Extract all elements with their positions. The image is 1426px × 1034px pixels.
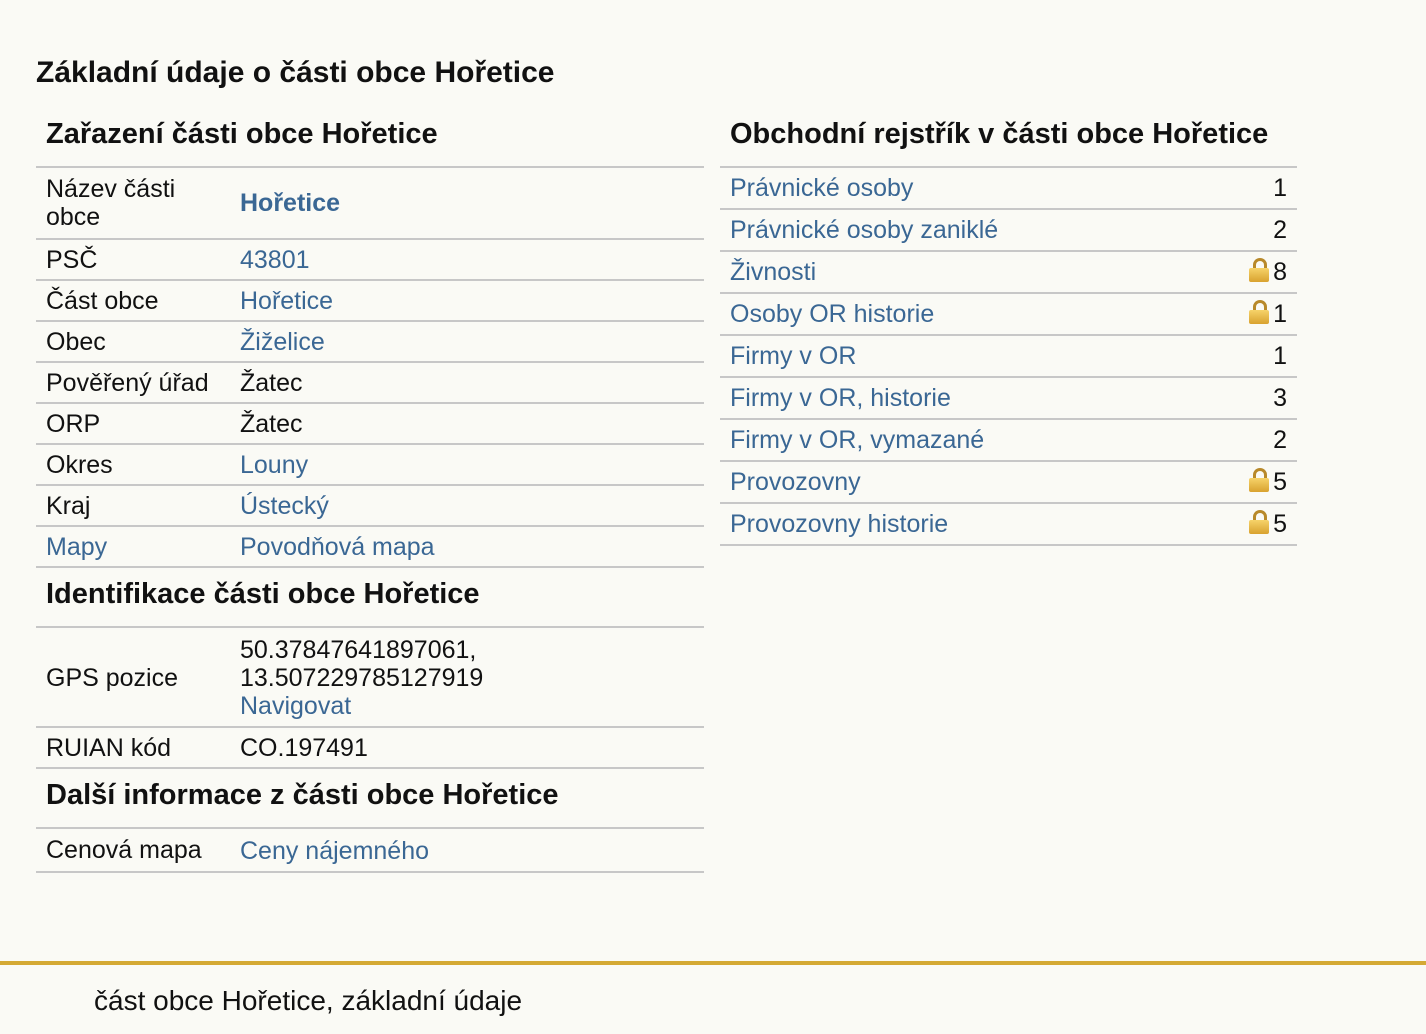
row-value <box>230 321 704 362</box>
or-item-link[interactable]: Právnické osoby zaniklé <box>730 216 999 244</box>
table-row <box>720 503 1297 545</box>
row-value <box>230 168 704 239</box>
ceny-najemneho-link[interactable]: Ceny nájemného <box>240 836 430 865</box>
table-row <box>36 526 704 567</box>
or-item-link[interactable]: Firmy v OR, vymazané <box>730 426 985 454</box>
row-count <box>1167 377 1297 419</box>
row-count <box>1167 503 1297 545</box>
row-label <box>720 293 1167 335</box>
table-row <box>36 829 704 872</box>
or-item-link[interactable]: Firmy v OR, historie <box>730 384 951 412</box>
lock-icon <box>1249 510 1269 534</box>
psc-link[interactable]: 43801 <box>240 246 310 274</box>
row-label: Část obce <box>36 280 230 321</box>
row-value <box>230 239 704 280</box>
table-row <box>36 168 704 239</box>
or-item-link[interactable]: Živnosti <box>730 258 817 286</box>
count-value: 5 <box>1273 468 1287 496</box>
gps-label: GPS pozice <box>36 628 230 727</box>
or-item-link[interactable]: Firmy v OR <box>730 342 857 370</box>
obchodni-heading: Obchodní rejstřík v části obce Hořetice <box>720 112 1297 168</box>
footer-caption: část obce Hořetice, základní údaje <box>94 985 523 1016</box>
zarazeni-heading: Zařazení části obce Hořetice <box>36 112 704 168</box>
left-column <box>36 112 704 873</box>
table-row <box>720 293 1297 335</box>
cenova-mapa-label: Cenová mapa <box>36 829 230 872</box>
table-row <box>720 168 1297 209</box>
row-label: Kraj <box>36 485 230 526</box>
row-label <box>720 168 1167 209</box>
count-value: 1 <box>1273 342 1287 370</box>
kraj-link[interactable]: Ústecký <box>240 492 329 520</box>
ruian-value: CO.197491 <box>230 727 704 768</box>
row-value <box>230 444 704 485</box>
row-value <box>230 526 704 567</box>
row-label: Pověřený úřad <box>36 362 230 403</box>
table-row <box>720 419 1297 461</box>
lock-icon <box>1249 300 1269 324</box>
table-row <box>720 335 1297 377</box>
povodnova-mapa-link[interactable]: Povodňová mapa <box>240 533 435 561</box>
identifikace-section <box>36 568 704 769</box>
lock-icon <box>1249 468 1269 492</box>
row-count <box>1167 209 1297 251</box>
or-item-link[interactable]: Provozovny <box>730 468 861 496</box>
row-label <box>720 377 1167 419</box>
obchodni-table <box>720 168 1297 546</box>
lock-icon <box>1249 258 1269 282</box>
row-label: Název části obce <box>36 168 230 239</box>
row-value: Žatec <box>230 403 704 444</box>
row-label <box>720 251 1167 293</box>
or-item-link[interactable]: Osoby OR historie <box>730 300 935 328</box>
table-row <box>36 321 704 362</box>
navigovat-link[interactable]: Navigovat <box>240 692 352 720</box>
table-row <box>36 362 704 403</box>
row-label <box>720 209 1167 251</box>
row-value <box>230 485 704 526</box>
cast-obce-name-link[interactable]: Hořetice <box>240 189 341 217</box>
table-row <box>36 239 704 280</box>
row-label <box>720 461 1167 503</box>
or-item-link[interactable]: Provozovny historie <box>730 510 949 538</box>
mapy-link[interactable]: Mapy <box>46 533 108 561</box>
row-label: Obec <box>36 321 230 362</box>
dalsi-table <box>36 829 704 873</box>
gps-longitude: 13.507229785127919 <box>240 664 484 692</box>
table-row <box>720 251 1297 293</box>
dalsi-section <box>36 769 704 873</box>
count-value: 3 <box>1273 384 1287 412</box>
table-row <box>36 403 704 444</box>
right-column <box>720 112 1297 546</box>
zarazeni-table <box>36 168 704 568</box>
table-row <box>720 377 1297 419</box>
table-row <box>720 461 1297 503</box>
row-count <box>1167 335 1297 377</box>
table-row <box>36 444 704 485</box>
count-value: 2 <box>1273 216 1287 244</box>
row-count <box>1167 293 1297 335</box>
zarazeni-section <box>36 112 704 568</box>
row-label: ORP <box>36 403 230 444</box>
row-label <box>720 419 1167 461</box>
row-count <box>1167 419 1297 461</box>
row-label: PSČ <box>36 239 230 280</box>
table-row <box>36 727 704 768</box>
page-title: Základní údaje o části obce Hořetice <box>36 56 555 89</box>
row-value: Žatec <box>230 362 704 403</box>
row-value <box>230 280 704 321</box>
count-value: 2 <box>1273 426 1287 454</box>
cast-obce-link[interactable]: Hořetice <box>240 287 334 315</box>
row-value <box>230 829 704 872</box>
table-row <box>36 280 704 321</box>
table-row <box>36 485 704 526</box>
row-count <box>1167 461 1297 503</box>
identifikace-heading: Identifikace části obce Hořetice <box>36 568 704 628</box>
count-value: 1 <box>1273 300 1287 328</box>
footer-divider <box>0 961 1426 965</box>
row-label <box>720 503 1167 545</box>
gps-value <box>230 628 704 727</box>
identifikace-table <box>36 628 704 769</box>
or-item-link[interactable]: Právnické osoby <box>730 174 914 202</box>
count-value: 5 <box>1273 510 1287 538</box>
row-label: Okres <box>36 444 230 485</box>
row-label <box>720 335 1167 377</box>
table-row <box>36 628 704 727</box>
row-count <box>1167 251 1297 293</box>
dalsi-heading: Další informace z části obce Hořetice <box>36 769 704 829</box>
gps-latitude: 50.37847641897061, <box>240 636 477 664</box>
row-count <box>1167 168 1297 209</box>
ruian-label: RUIAN kód <box>36 727 230 768</box>
okres-link[interactable]: Louny <box>240 451 309 479</box>
table-row <box>720 209 1297 251</box>
count-value: 8 <box>1273 258 1287 286</box>
count-value: 1 <box>1273 174 1287 202</box>
row-label <box>36 526 230 567</box>
obec-link[interactable]: Žiželice <box>240 328 325 356</box>
